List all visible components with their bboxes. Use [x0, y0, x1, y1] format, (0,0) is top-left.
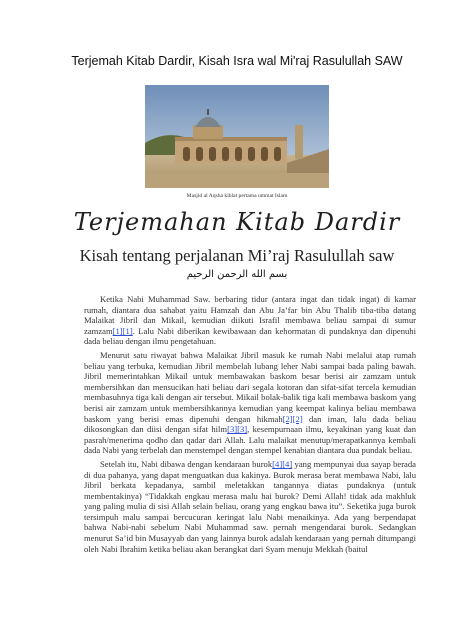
paragraph-text: Menurut satu riwayat bahwa Malaikat Jibril masuk ke rumah Nabi melalui atap rumah beliau yang terbuka, kemudian Jibril membelah lubang leher Nabi sampai bada paling bawah. Jibril memerintahkan Mikail untuk membawakan baskom besar berisi air zamzam untuk membersihkan dan mensucikan hati beliau dari segala kotoran dan sifat-sifat tercela kemudian membasuhnya tiga kali dengan air tersebut. Mikail bolak-balik tiga kali membawa baskom yang berisi air zamzam untuk membersihkannya kemudian yang keempat kalinya beliau membawa baskom yang berisi emas dipenuhi dengan hikmah: [84, 349, 416, 424]
paragraph-text: yang mempunyai dua sayap berada di dua pahanya, yang dapat menguatkan dua kakinya. Burok merasa berat membawa Nabi, lalu Jibril berkata kepadanya, sambil meletakkan tangannya diatas pundaknya (untuk membentakinya) “Tidakkah engkau merasa malu hai burok? Demi Allah! tidak ada makhluk yang paling mulia di sisi Allah selain beliau, orang yang engkau bawa itu”. Seketika juga burok tersimpuh malu sampai bercucuran keringat lalu Nabi menaikinya. Ada yang berpendapat bahwa Nabi-nabi sebelum Nabi Muhammad saw. pernah mengendarai burok. Sedangkan menurut Sa’id bin Musayyab dan yang lainnya burok adalah kendaraan yang pernah ditumpangi oleh Nabi Ibrahim ketika beliau akan berangkat dari Syam menuju Mekkah (baitul: [84, 458, 416, 554]
paragraph-text: Setelah itu, Nabi dibawa dengan kendaraan burok: [100, 458, 273, 469]
paragraph-text: . Lalu Nabi diberikan kewibawaan dan kehormatan di pundaknya dan dipenuhi dada beliau dengan ilmu pengetahuan.: [84, 325, 416, 347]
paragraph: [84, 459, 416, 554]
basmala: بسم الله الرحمن الرحيم: [186, 269, 288, 280]
footnote-link[interactable]: [2]: [282, 413, 293, 424]
footnote-link[interactable]: [4]: [272, 458, 283, 469]
paragraph: [84, 294, 416, 347]
document-heading: Terjemahan Kitab Dardir: [73, 208, 401, 236]
footnote-link[interactable]: [4]: [282, 458, 293, 469]
paragraph-text: , kesempurnaan ilmu, keyakinan yang kuat dan pasrah/menerima qodho dan qadar dari Allah. Lalu malaikat menutup/merapatkannya kembali dada Nabi yang terbelah dan menstempel dengan stempel kenabian diantara dua pundak beliau.: [84, 424, 416, 456]
photo-caption: Masjid al Aqsha kiblat pertama ummat Islam: [186, 193, 288, 199]
mosque-photo: [145, 85, 329, 188]
footnote-link[interactable]: [1]: [122, 325, 133, 336]
paragraph-text: dan iman, lalu dada beliau dikosongkan dan diisi dengan sifat hilm: [84, 413, 417, 435]
paragraph-text: Ketika Nabi Muhammad Saw. berbaring tidur (antara ingat dan tidak ingat) di kamar rumah, diantara dua sahabat yaitu Hamzah dan Abu Ja’far bin Abu Thalib tiba-tiba datang Malaikat Jibril dan Mikail, kemudian diikuti Israfil membawa beliau sampai di sumur zamzam: [84, 294, 416, 336]
footnote-link[interactable]: [2]: [292, 413, 303, 424]
article-body: [84, 294, 416, 557]
document-subheading: Kisah tentang perjalanan Mi’raj Rasulullah saw: [79, 246, 395, 265]
mosque-photo-drawing: [145, 85, 329, 188]
paragraph: [84, 350, 416, 456]
footnote-link[interactable]: [1]: [112, 325, 123, 336]
page-title: Terjemah Kitab Dardir, Kisah Isra wal Mi'raj Rasulullah SAW: [71, 54, 403, 68]
footnote-link[interactable]: [3]: [237, 424, 248, 435]
footnote-link[interactable]: [3]: [227, 424, 238, 435]
